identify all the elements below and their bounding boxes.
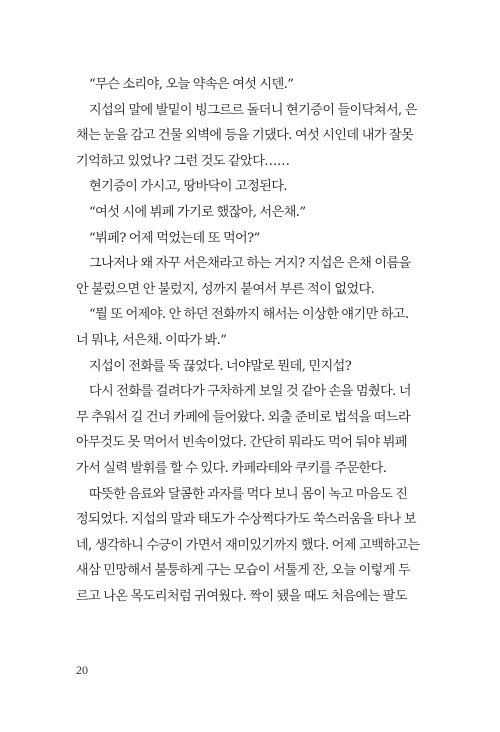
text-line: “무슨 소리야, 오늘 약속은 여섯 시덴.” (89, 77, 294, 92)
text-line: “뷔페? 어제 먹었는데 또 먹어?” (89, 230, 260, 246)
text-line: 정되었다. 지섭의 말과 태도가 수상쩍다가도 쑥스러움을 타나 보 (76, 512, 416, 528)
text-line: 안 불렀으면 안 불렀지, 성까지 붙여서 부른 적이 없었다. (76, 281, 375, 297)
text-line: “여섯 시에 뷔페 가기로 했잖아, 서은채.” (89, 204, 306, 220)
text-line: 너 뭐냐, 서은채. 이따가 봐.” (76, 332, 227, 348)
text-line: 채는 눈을 감고 건물 외벽에 등을 기댔다. 여섯 시인데 내가 잘못 (76, 128, 414, 144)
text-line: 네, 생각하니 수긍이 가면서 재미있기까지 했다. 어제 고백하고는 (76, 537, 420, 553)
body-text (76, 72, 440, 609)
page-number: 20 (76, 663, 88, 677)
text-line: 따뜻한 음료와 달콤한 과자를 먹다 보니 몸이 녹고 마음도 진 (89, 486, 408, 502)
text-line: 르고 나온 목도리처럼 귀여웠다. 짝이 됐을 때도 처음에는 팔도 (76, 588, 407, 604)
text-line: 다시 전화를 걸려다가 구차하게 보일 것 같아 손을 멈췄다. 너 (89, 384, 411, 400)
text-line: 기억하고 있었나? 그런 것도 같았다…… (76, 153, 290, 169)
text-line: 가서 실력 발휘를 할 수 있다. 카페라테와 쿠키를 주문한다. (76, 460, 387, 476)
text-line: 새삼 민망해서 불퉁하게 구는 모습이 서툴게 잔, 오늘 이렇게 두 (76, 563, 411, 579)
text-line: 지섭의 말에 발밑이 빙그르르 돌더니 현기증이 들이닥쳐서, 은 (89, 102, 417, 118)
text-line: “뭘 또 어제야. 안 하던 전화까지 해서는 이상한 얘기만 하고. (89, 307, 409, 323)
text-line: 아무것도 못 먹어서 빈속이었다. 간단히 뭐라도 먹어 둬야 뷔페 (76, 435, 407, 451)
text-line: 현기증이 가시고, 땅바닥이 고정된다. (89, 179, 288, 195)
text-line: 그나저나 왜 자꾸 서은채라고 하는 거지? 지섭은 은채 이름을 (89, 256, 411, 272)
text-line: 무 추워서 길 건너 카페에 들어왔다. 외출 준비로 법석을 떠느라 (76, 409, 411, 425)
text-line: 지섭이 전화를 뚝 끊었다. 너야말로 뭔데, 민지섭? (89, 358, 352, 374)
